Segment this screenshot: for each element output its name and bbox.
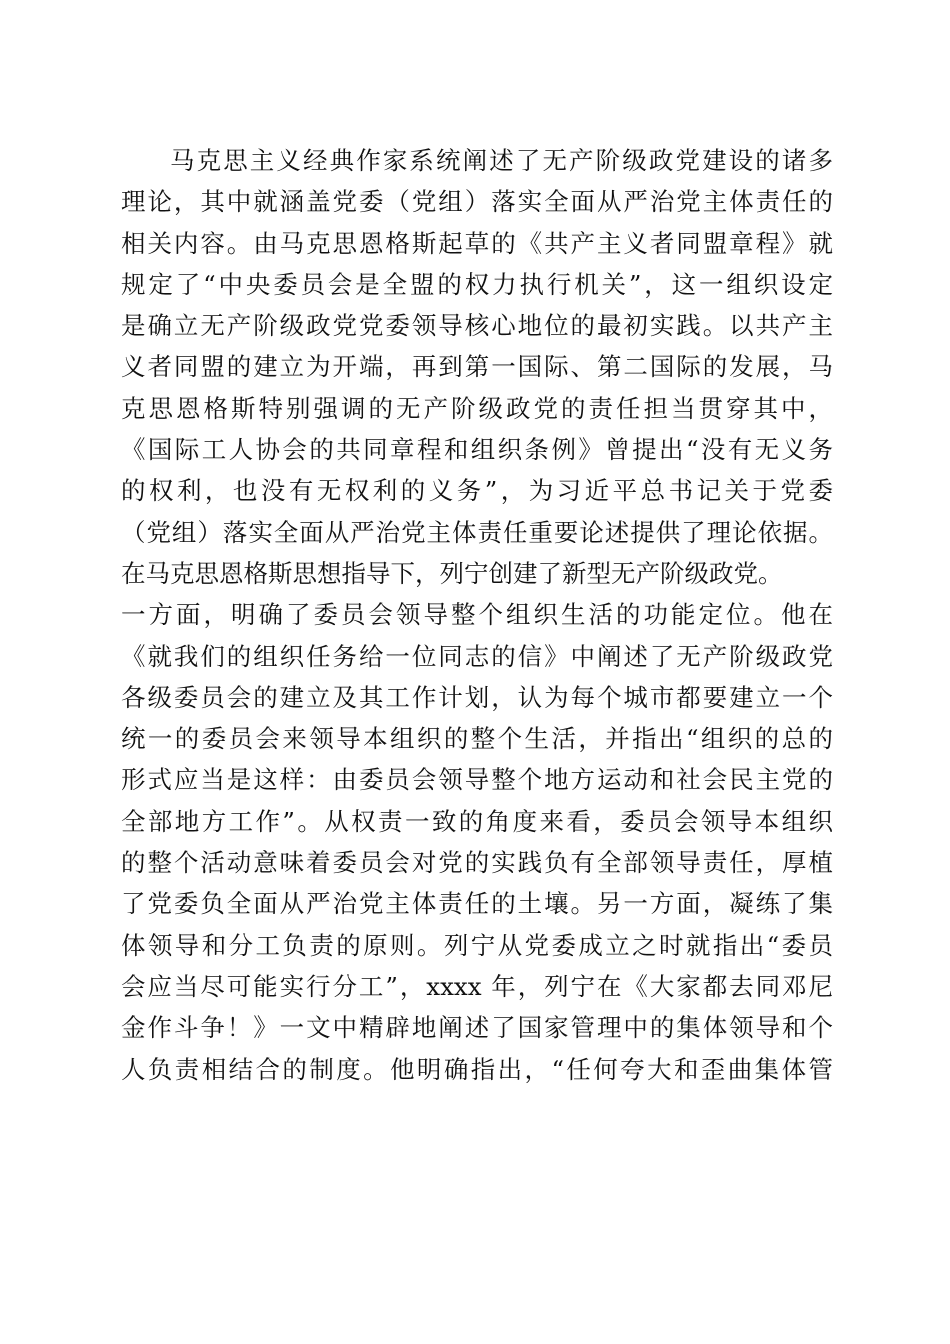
text-line: 统一的委员会来领导本组织的整个生活，并指出“组织的总的 <box>121 724 833 754</box>
text-line: 规定了“中央委员会是全盟的权力执行机关”，这一组织设定 <box>121 269 833 299</box>
text-line: 的权利，也没有无权利的义务”，为习近平总书记关于党委 <box>121 476 833 506</box>
text-line: 相关内容。由马克思恩格斯起草的《共产主义者同盟章程》就 <box>121 228 833 258</box>
text-line: 《就我们的组织任务给一位同志的信》中阐述了无产阶级政党 <box>121 641 833 671</box>
text-line: 是确立无产阶级政党党委领导核心地位的最初实践。以共产主 <box>121 311 833 341</box>
text-line: 克思恩格斯特别强调的无产阶级政党的责任担当贯穿其中， <box>121 393 833 423</box>
text-line: 一方面，明确了委员会领导整个组织生活的功能定位。他在 <box>121 600 833 630</box>
text-line: 《国际工人协会的共同章程和组织条例》曾提出“没有无义务 <box>121 435 833 465</box>
text-line: 金作斗争！》一文中精辟地阐述了国家管理中的集体领导和个 <box>121 1013 833 1043</box>
text-line: 义者同盟的建立为开端，再到第一国际、第二国际的发展，马 <box>121 352 833 382</box>
text-line: 了党委负全面从严治党主体责任的土壤。另一方面，凝练了集 <box>121 889 833 919</box>
text-line: 理论，其中就涵盖党委（党组）落实全面从严治党主体责任的 <box>121 187 833 217</box>
text-line: 在马克思恩格斯思想指导下，列宁创建了新型无产阶级政党。 <box>121 558 783 588</box>
text-line: 体领导和分工负责的原则。列宁从党委成立之时就指出“委员 <box>121 930 833 960</box>
text-line: 形式应当是这样：由委员会领导整个地方运动和社会民主党的 <box>121 765 833 795</box>
text-line: 会应当尽可能实行分工”，xxxx 年，列宁在《大家都去同邓尼 <box>121 971 833 1001</box>
text-line: （党组）落实全面从严治党主体责任重要论述提供了理论依据。 <box>121 517 833 547</box>
text-line: 各级委员会的建立及其工作计划，认为每个城市都要建立一个 <box>121 682 833 712</box>
text-line: 的整个活动意味着委员会对党的实践负有全部领导责任，厚植 <box>121 848 833 878</box>
text-line: 全部地方工作”。从权责一致的角度来看，委员会领导本组织 <box>121 806 833 836</box>
body-paragraph <box>121 140 833 1090</box>
text-line: 人负责相结合的制度。他明确指出，“任何夸大和歪曲集体管 <box>121 1054 833 1084</box>
text-line: 马克思主义经典作家系统阐述了无产阶级政党建设的诸多 <box>170 146 833 175</box>
